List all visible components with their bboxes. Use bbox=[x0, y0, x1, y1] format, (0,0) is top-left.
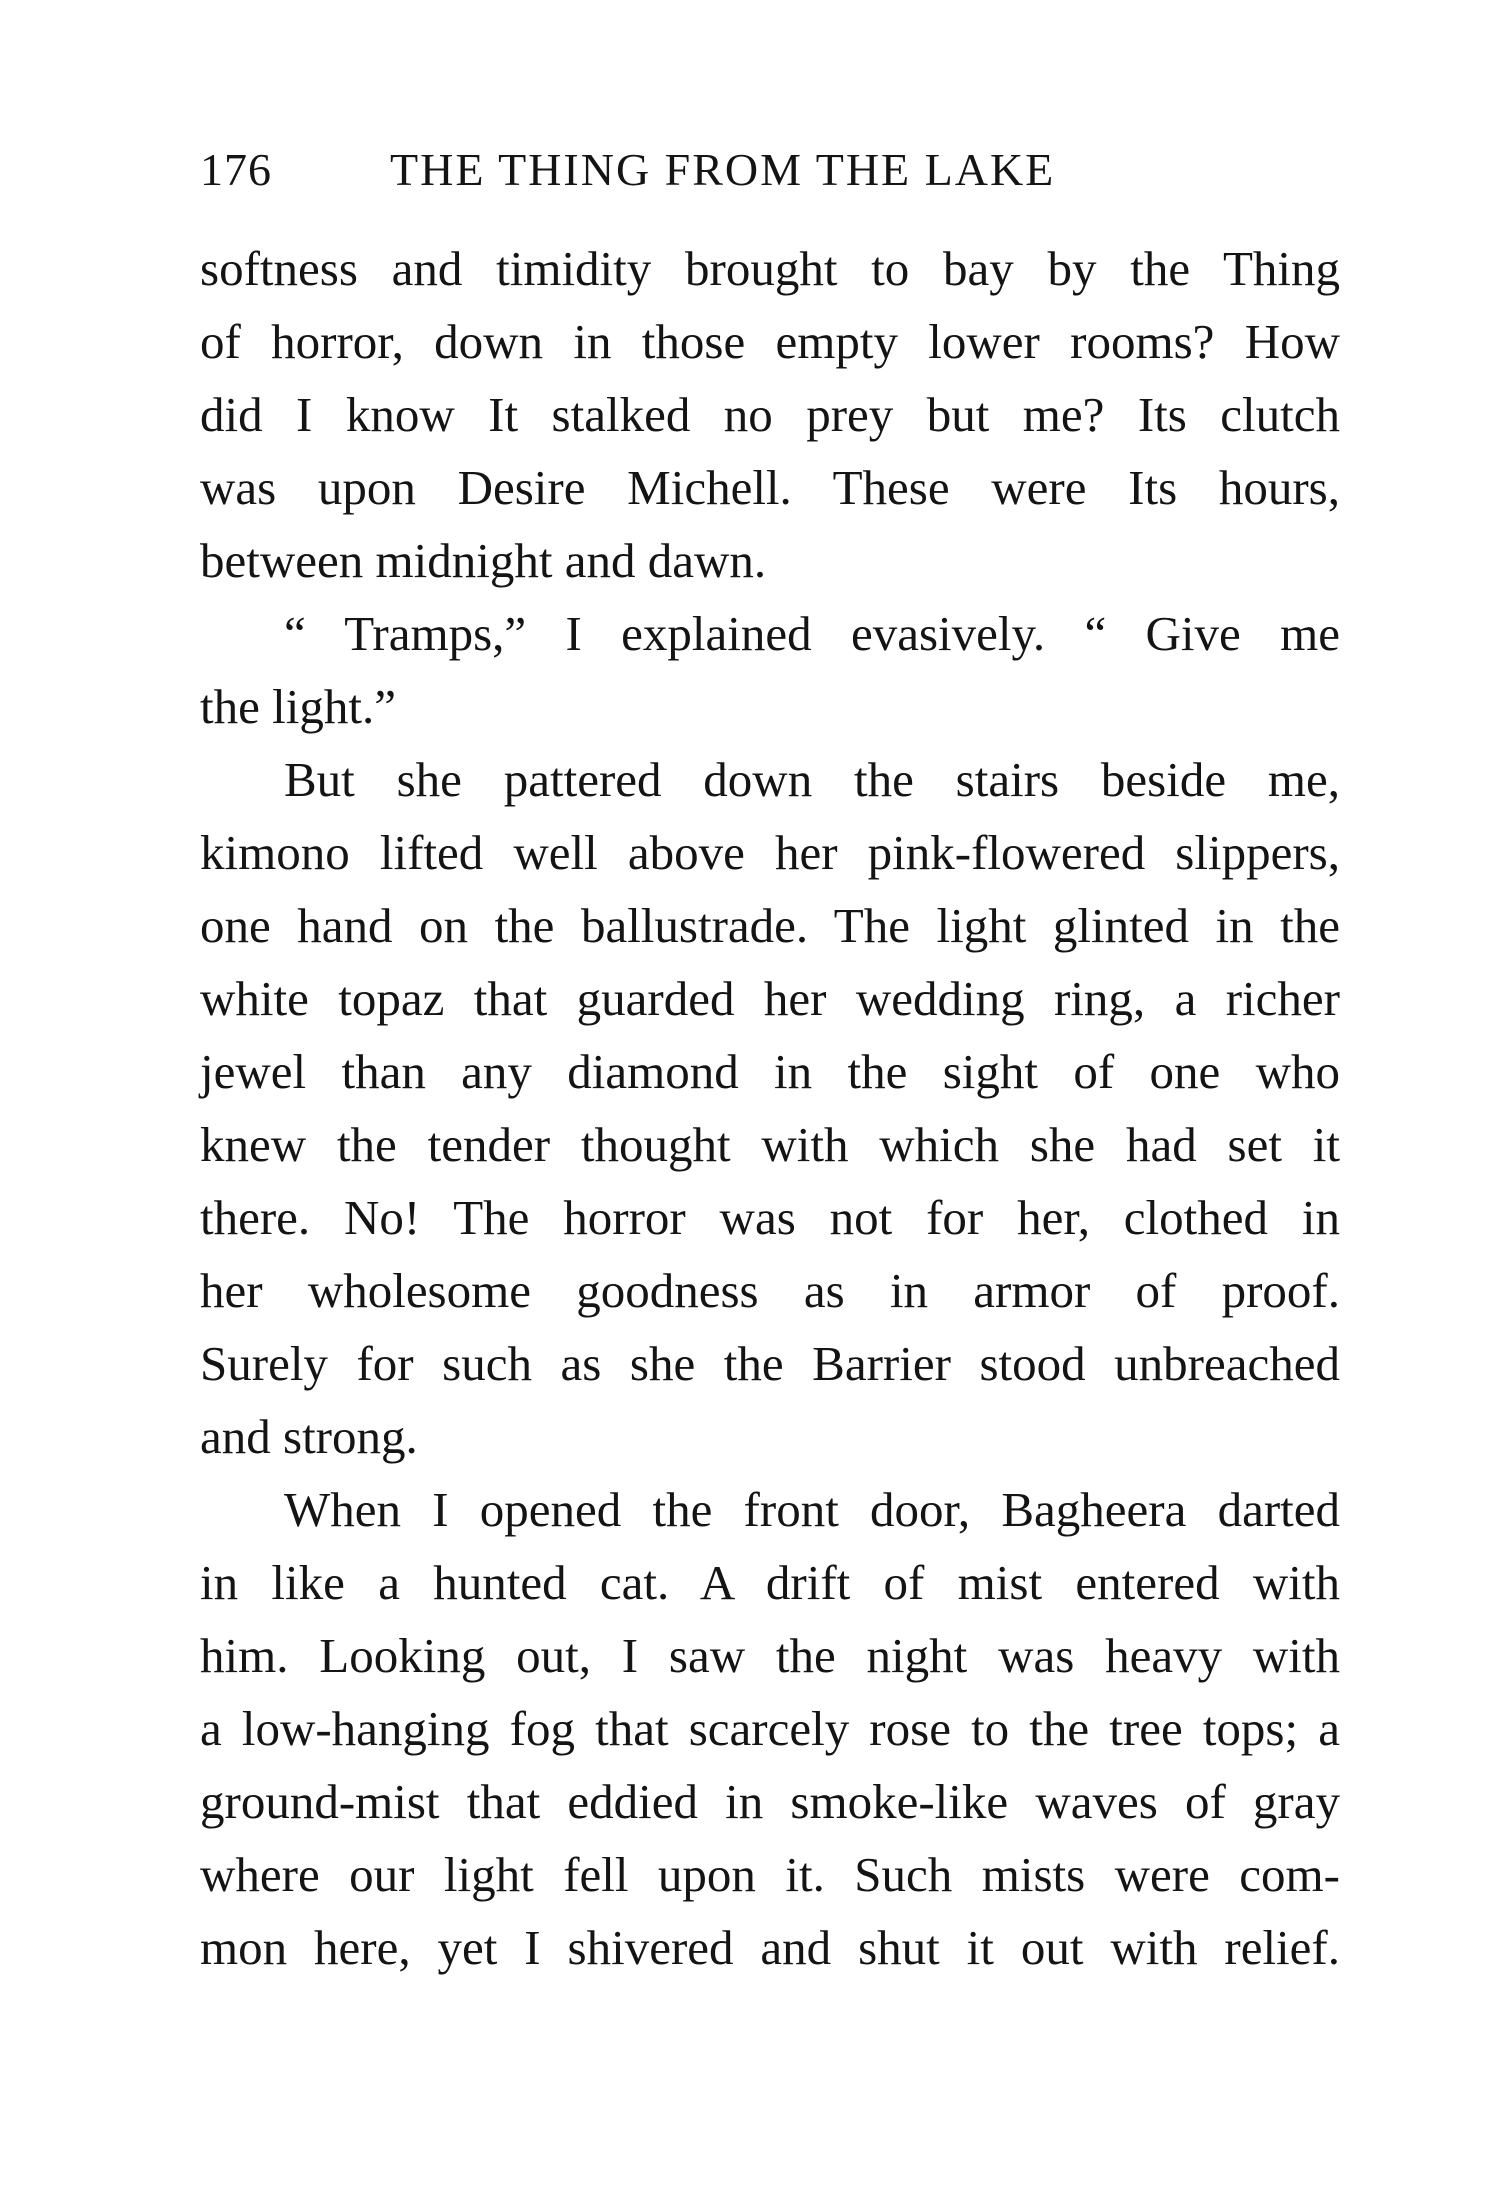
running-title: THE THING FROM THE LAKE bbox=[390, 144, 1056, 195]
text-line: of horror, down in those empty lower rooms? How bbox=[200, 314, 1340, 369]
text-line: the light.” bbox=[200, 679, 396, 734]
text-line: “ Tramps,” I explained evasively. “ Give me bbox=[284, 606, 1340, 661]
text-line: knew the tender thought with which she had set it bbox=[200, 1117, 1340, 1172]
text-line: between midnight and dawn. bbox=[200, 533, 767, 588]
text-line: a low-hanging fog that scarcely rose to the tree tops; a bbox=[200, 1701, 1340, 1756]
text-line: jewel than any diamond in the sight of one who bbox=[200, 1044, 1340, 1099]
text-line: But she pattered down the stairs beside me, bbox=[284, 752, 1340, 807]
text-line: him. Looking out, I saw the night was heavy with bbox=[200, 1628, 1340, 1683]
text-line: and strong. bbox=[200, 1409, 418, 1464]
text-line: mon here, yet I shivered and shut it out with relief. bbox=[200, 1920, 1340, 1975]
text-line: kimono lifted well above her pink-flowered slippers, bbox=[200, 825, 1340, 880]
text-line: there. No! The horror was not for her, clothed in bbox=[200, 1190, 1340, 1245]
text-line: one hand on the ballustrade. The light glinted in the bbox=[200, 898, 1340, 953]
text-line: where our light fell upon it. Such mists were com- bbox=[200, 1847, 1340, 1902]
text-line: did I know It stalked no prey but me? Its clutch bbox=[200, 387, 1340, 442]
text-line: was upon Desire Michell. These were Its hours, bbox=[200, 460, 1340, 515]
text-line: in like a hunted cat. A drift of mist entered with bbox=[200, 1555, 1340, 1610]
text-line: ground-mist that eddied in smoke-like waves of gray bbox=[200, 1774, 1340, 1829]
text-line: Surely for such as she the Barrier stood unbreached bbox=[200, 1336, 1340, 1391]
page-header bbox=[200, 140, 1340, 200]
text-line: When I opened the front door, Bagheera darted bbox=[284, 1482, 1340, 1537]
body-text bbox=[200, 232, 1340, 1984]
text-line: softness and timidity brought to bay by the Thing bbox=[200, 241, 1340, 296]
text-line: her wholesome goodness as in armor of proof. bbox=[200, 1263, 1340, 1318]
text-line: white topaz that guarded her wedding ring, a richer bbox=[200, 971, 1340, 1026]
page-number: 176 bbox=[200, 144, 272, 195]
